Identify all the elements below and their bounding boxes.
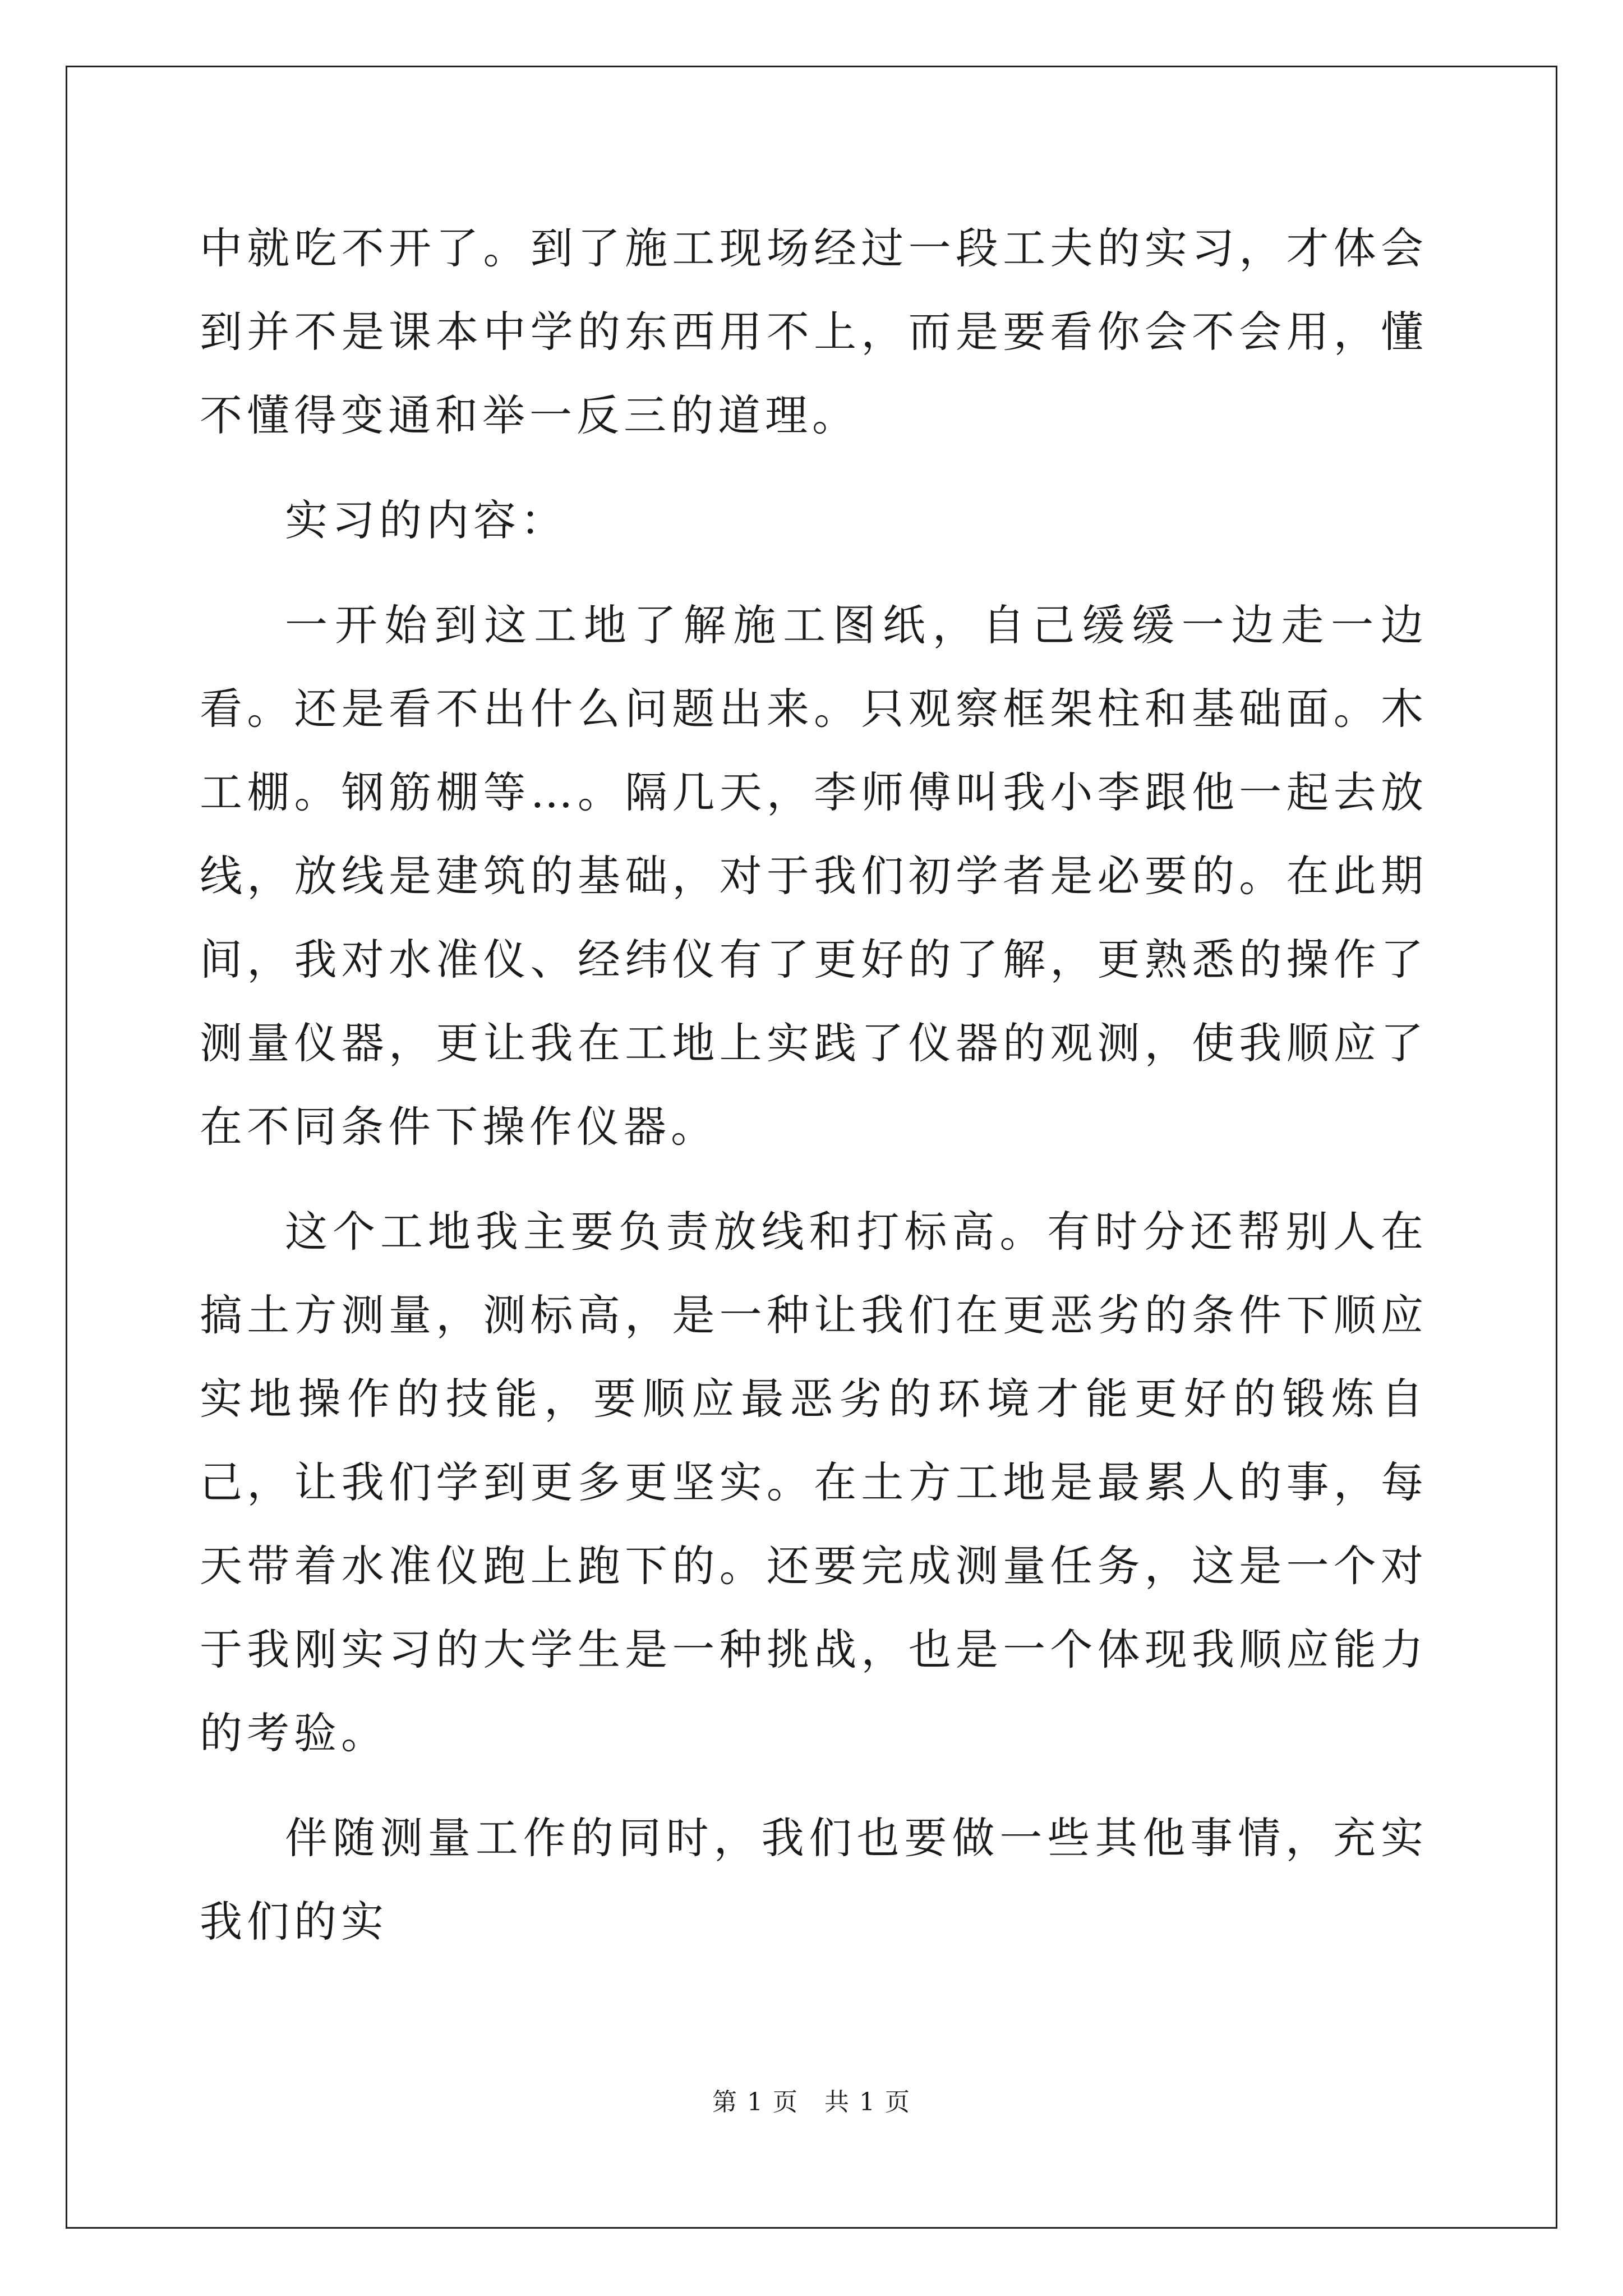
paragraph-continuation: 中就吃不开了。到了施工现场经过一段工夫的实习，才体会到并不是课本中学的东西用不上，而是要看你会不会用，懂不懂得变通和举一反三的道理。 bbox=[200, 223, 1428, 440]
page-number-footer: 第 1 页 共 1 页 bbox=[712, 2088, 911, 2116]
document-body bbox=[200, 206, 1428, 1985]
paragraph-site-drawings: 一开始到这工地了解施工图纸，自己缓缓一边走一边看。还是看不出什么问题出来。只观察框架柱和基础面。木工棚。钢筋棚等…。隔几天，李师傅叫我小李跟他一起去放线，放线是建筑的基础，对于我们初学者是必要的。在此期间，我对水准仪、经纬仪有了更好的了解，更熟悉的操作了测量仪器，更让我在工地上实践了仪器的观测，使我顺应了在不同条件下操作仪器。 bbox=[200, 600, 1428, 1152]
paragraph-surveying-duties: 这个工地我主要负责放线和打标高。有时分还帮别人在搞土方测量，测标高，是一种让我们在更恶劣的条件下顺应实地操作的技能，要顺应最恶劣的环境才能更好的锻炼自己，让我们学到更多更坚实。在土方工地是最累人的事，每天带着水准仪跑上跑下的。还要完成测量任务，这是一个对于我刚实习的大学生是一种挑战，也是一个体现我顺应能力的考验。 bbox=[200, 1207, 1428, 1758]
paragraph-section-heading: 实习的内容： bbox=[285, 495, 568, 545]
paragraph-other-work: 伴随测量工作的同时，我们也要做一些其他事情，充实我们的实 bbox=[200, 1813, 1428, 1947]
